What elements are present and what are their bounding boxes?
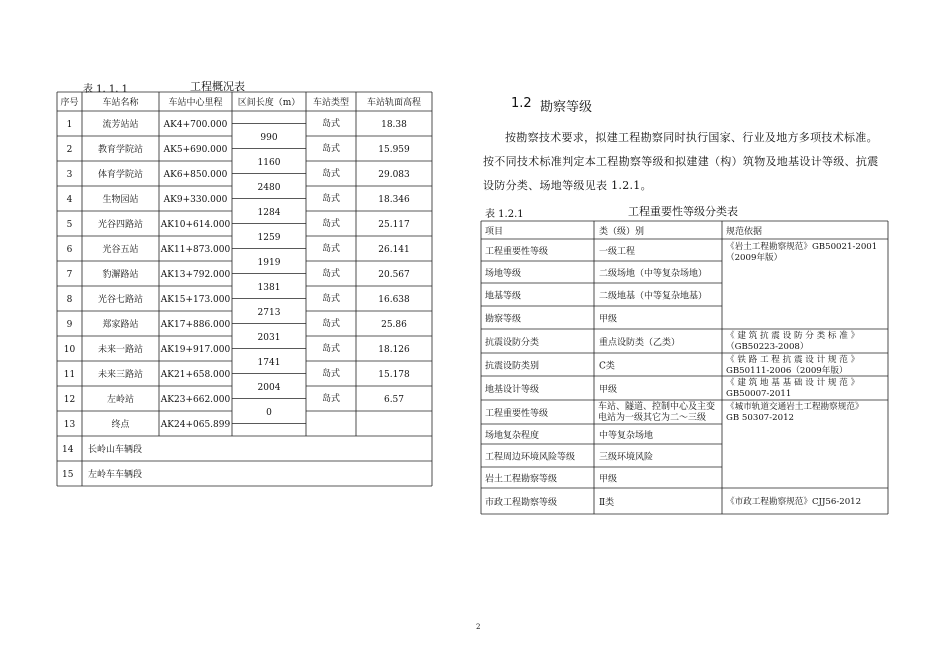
station-type: 岛式: [321, 344, 341, 354]
class-value: 二级场地（中等复杂场地）: [599, 269, 708, 279]
rail-elevation: 25.86: [381, 320, 407, 330]
row-number: 4: [66, 195, 73, 205]
item-label: 场地复杂程度: [485, 431, 540, 441]
interval-length: 2480: [257, 183, 281, 193]
station-mileage: AK23+662.000: [160, 395, 231, 405]
station-type: 岛式: [321, 119, 341, 129]
row-number: 8: [66, 295, 73, 305]
section-title: 勘察等级: [540, 100, 593, 115]
station-name: 流芳站站: [102, 120, 139, 130]
rail-elevation: 15.959: [378, 145, 410, 155]
station-name: 光谷七路站: [97, 295, 144, 305]
station-name: 豹澥路站: [102, 270, 139, 280]
section-number: 1.2: [511, 96, 532, 111]
row-number: 5: [66, 220, 73, 230]
row-number: 9: [66, 320, 73, 330]
basis-text: GB50007-2011: [726, 389, 792, 399]
station-type: 岛式: [321, 394, 341, 404]
station-type: 岛式: [321, 269, 341, 279]
basis-text: （GB50223-2008）: [726, 342, 809, 352]
rail-elevation: 18.346: [378, 195, 410, 205]
interval-length: 990: [260, 133, 278, 143]
station-type: 岛式: [321, 369, 341, 379]
item-label: 场地等级: [485, 269, 522, 279]
rail-elevation: 25.117: [378, 220, 410, 230]
station-mileage: AK19+917.000: [160, 345, 231, 355]
basis-text: 《 建 筑 地 基 基 础 设 计 规 范 》: [726, 378, 860, 388]
station-mileage: AK21+658.000: [160, 370, 231, 380]
rail-elevation: 16.638: [378, 295, 410, 305]
station-name: 生物园站: [102, 195, 139, 205]
item-label: 工程重要性等级: [485, 409, 549, 419]
column-header: 类（级）别: [599, 227, 645, 237]
station-name: 体育学院站: [97, 170, 144, 180]
interval-length: 1741: [257, 358, 281, 368]
item-label: 工程重要性等级: [485, 247, 549, 257]
interval-length: 1284: [257, 208, 281, 218]
basis-text: 《 铁 路 工 程 抗 震 设 计 规 范 》: [726, 355, 860, 365]
interval-length: 2031: [257, 333, 281, 343]
column-header: 车站中心里程: [168, 98, 223, 108]
station-type: 岛式: [321, 294, 341, 304]
basis-text: 《城市轨道交通岩土工程勘察规范》: [726, 402, 864, 412]
class-value: 二级地基（中等复杂地基）: [599, 291, 708, 302]
rail-elevation: 15.178: [378, 370, 410, 380]
column-header: 车站名称: [102, 98, 139, 108]
class-value: C类: [599, 361, 615, 372]
station-mileage: AK15+173.000: [160, 295, 231, 305]
class-value: 三级环境风险: [599, 452, 654, 463]
station-mileage: AK10+614.000: [160, 220, 231, 230]
item-label: 抗震设防分类: [485, 338, 540, 348]
item-label: 工程周边环境风险等级: [485, 452, 576, 463]
column-header: 序号: [60, 98, 79, 108]
rail-elevation: 18.126: [378, 345, 410, 355]
station-mileage: AK13+792.000: [160, 270, 231, 280]
rail-elevation: 20.567: [378, 270, 410, 280]
class-value: 电站为一级其它为二～三级: [598, 413, 707, 423]
station-name: 未来三路站: [97, 370, 144, 380]
basis-text: GB 50307-2012: [726, 413, 795, 423]
table-1-1-title: 工程概况表: [190, 80, 245, 93]
basis-text: 《市政工程勘察规范》CJJ56-2012: [726, 497, 862, 507]
station-name: 郑家路站: [102, 320, 139, 330]
depot-name: 长岭山车辆段: [88, 445, 143, 455]
interval-length: 1160: [257, 158, 281, 168]
station-type: 岛式: [321, 244, 341, 254]
station-name: 左岭站: [106, 395, 135, 405]
rail-elevation: 26.141: [378, 245, 410, 255]
column-header: 项目: [485, 227, 504, 237]
class-value: 甲级: [599, 385, 618, 395]
station-type: 岛式: [321, 319, 341, 329]
column-header: 车站轨面高程: [366, 98, 422, 108]
row-number: 6: [66, 245, 73, 255]
column-header: 车站类型: [312, 98, 350, 108]
interval-length: 0: [266, 408, 272, 418]
class-value: 车站、隧道、控制中心及主变: [598, 402, 716, 412]
station-name: 光谷四路站: [97, 220, 144, 230]
class-value: 甲级: [599, 314, 618, 325]
station-type: 岛式: [321, 219, 341, 229]
basis-text: GB50111-2006（2009年版）: [726, 366, 848, 376]
station-mileage: AK9+330.000: [163, 195, 228, 205]
item-label: 地基等级: [485, 291, 522, 302]
row-number: 11: [63, 370, 76, 380]
rail-elevation: 6.57: [383, 395, 405, 405]
row-number: 15: [62, 470, 74, 480]
station-type: 岛式: [321, 169, 341, 179]
interval-length: 1381: [257, 283, 281, 293]
basis-text: 《岩土工程勘察规范》GB50021-2001: [726, 242, 878, 252]
station-mileage: AK6+850.000: [163, 170, 228, 180]
station-mileage: AK5+690.000: [163, 145, 228, 155]
basis-text: （2009年版）: [726, 253, 783, 263]
table-1-1-number: 表 1. 1. 1: [83, 84, 128, 95]
row-number: 7: [66, 270, 73, 280]
item-label: 市政工程勘察等级: [485, 498, 558, 508]
class-value: 一级工程: [599, 247, 636, 257]
interval-length: 1259: [257, 233, 281, 243]
rail-elevation: 18.38: [381, 120, 407, 130]
item-label: 抗震设防类别: [485, 361, 540, 372]
station-type: 岛式: [321, 194, 341, 204]
row-number: 3: [66, 170, 73, 180]
item-label: 岩土工程勘察等级: [485, 474, 558, 485]
row-number: 2: [66, 145, 73, 155]
item-label: 地基设计等级: [485, 385, 540, 395]
station-name: 终点: [111, 420, 130, 430]
station-mileage: AK17+886.000: [160, 320, 231, 330]
station-name: 光谷五站: [102, 245, 139, 255]
row-number: 10: [63, 345, 76, 355]
rail-elevation: 29.083: [378, 170, 410, 180]
table-1-2-1-number: 表 1.2.1: [485, 209, 524, 220]
basis-text: 《 建 筑 抗 震 设 防 分 类 标 准 》: [726, 331, 860, 341]
station-mileage: AK11+873.000: [160, 245, 231, 255]
interval-length: 2713: [257, 308, 281, 318]
interval-length: 1919: [257, 258, 281, 268]
class-value: 中等复杂场地: [599, 431, 654, 441]
class-value: 重点设防类（乙类）: [599, 338, 681, 348]
depot-name: 左岭车车辆段: [88, 470, 143, 480]
class-value: 甲级: [599, 474, 618, 485]
row-number: 12: [63, 395, 76, 405]
interval-length: 2004: [257, 383, 281, 393]
station-name: 教育学院站: [97, 145, 144, 155]
class-value: Ⅱ类: [599, 498, 615, 508]
row-number: 14: [62, 445, 74, 455]
station-mileage: AK24+065.899: [160, 420, 231, 430]
row-number: 1: [66, 120, 73, 130]
page-number: 2: [476, 623, 481, 631]
column-header: 区间长度（m）: [237, 98, 301, 108]
row-number: 13: [63, 420, 76, 430]
station-name: 未来一路站: [97, 345, 144, 355]
item-label: 勘察等级: [485, 314, 522, 325]
section-paragraph: 按勘察技术要求，拟建工程勘察同时执行国家、行业及地方多项技术标准。按不同技术标准判定本工程勘察等级和拟建建（构）筑物及地基设计等级、抗震设防分类、场地等级见表 1.2.1。: [483, 131, 879, 192]
table-1-2-1-title: 工程重要性等级分类表: [628, 205, 738, 218]
station-mileage: AK4+700.000: [163, 120, 228, 130]
station-type: 岛式: [321, 144, 341, 154]
column-header: 规范依据: [726, 227, 763, 237]
